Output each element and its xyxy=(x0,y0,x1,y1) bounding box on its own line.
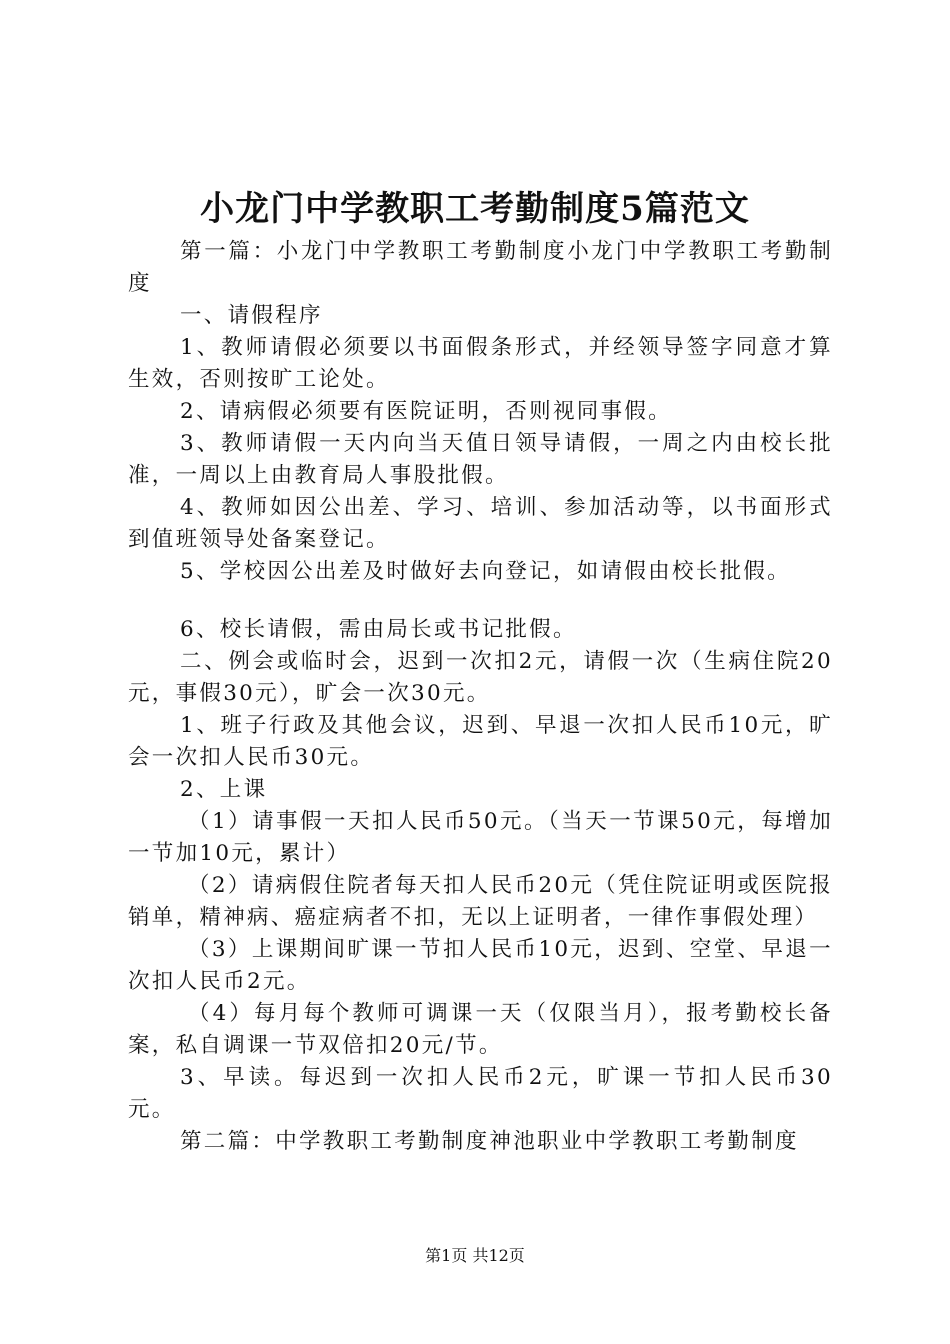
paragraph: （1）请事假一天扣人民币50元。（当天一节课50元，每增加一节加10元，累计） xyxy=(128,809,833,866)
paragraph: 二、例会或临时会，迟到一次扣2元，请假一次（生病住院20元，事假30元），旷会一次30元。 xyxy=(128,649,833,706)
paragraph: 6、校长请假，需由局长或书记批假。 xyxy=(180,617,577,642)
paragraph: 3、教师请假一天内向当天值日领导请假，一周之内由校长批准，一周以上由教育局人事股批假。 xyxy=(128,431,833,488)
paragraph: （3）上课期间旷课一节扣人民币10元，迟到、空堂、早退一次扣人民币2元。 xyxy=(128,937,833,994)
paragraph: 1、教师请假必须要以书面假条形式，并经领导签字同意才算生效，否则按旷工论处。 xyxy=(128,335,833,392)
paragraph: 5、学校因公出差及时做好去向登记，如请假由校长批假。 xyxy=(180,559,791,584)
document-body xyxy=(128,236,833,1158)
paragraph: 1、班子行政及其他会议，迟到、早退一次扣人民币10元，旷会一次扣人民币30元。 xyxy=(128,713,833,770)
paragraph: 3、早读。每迟到一次扣人民币2元，旷课一节扣人民币30元。 xyxy=(128,1065,833,1122)
paragraph: 第二篇：中学教职工考勤制度神池职业中学教职工考勤制度 xyxy=(180,1129,799,1154)
paragraph: 2、上课 xyxy=(180,777,268,802)
paragraph: 一、请假程序 xyxy=(180,303,323,328)
paragraph: 第一篇：小龙门中学教职工考勤制度小龙门中学教职工考勤制度 xyxy=(128,239,833,296)
paragraph: 4、教师如因公出差、学习、培训、参加活动等，以书面形式到值班领导处备案登记。 xyxy=(128,495,833,552)
document-title: 小龙门中学教职工考勤制度5篇范文 xyxy=(200,189,750,229)
page-footer: 第1页 共12页 xyxy=(425,1246,525,1265)
paragraph: （2）请病假住院者每天扣人民币20元（凭住院证明或医院报销单，精神病、癌症病者不扣，无以上证明者，一律作事假处理） xyxy=(128,873,833,930)
paragraph: （4）每月每个教师可调课一天（仅限当月），报考勤校长备案，私自调课一节双倍扣20元/节。 xyxy=(128,1001,833,1058)
paragraph: 2、请病假必须要有医院证明，否则视同事假。 xyxy=(180,399,672,424)
